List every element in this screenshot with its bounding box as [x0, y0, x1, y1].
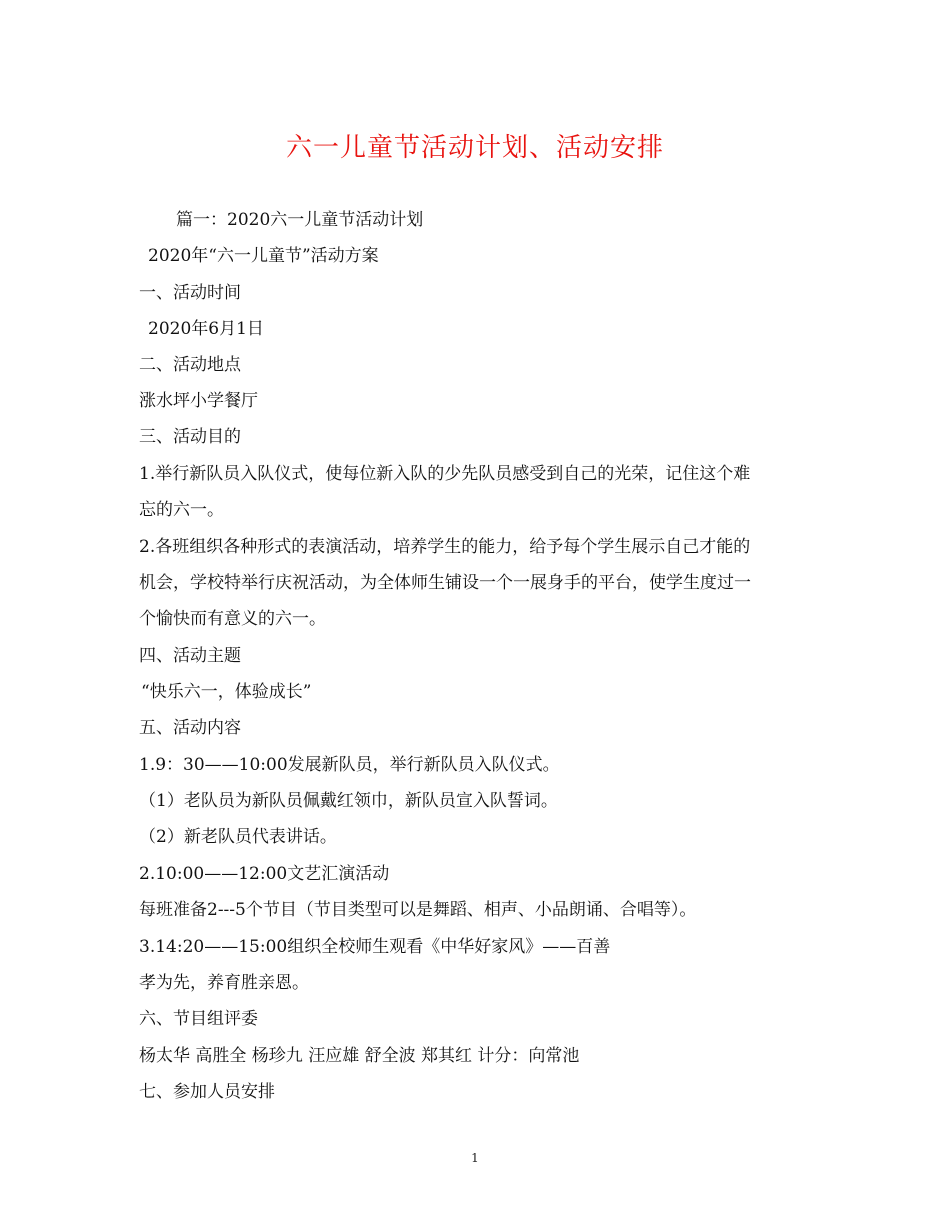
text-line: 一、活动时间	[139, 283, 241, 303]
text-line: 1.9：30——10:00发展新队员，举行新队员入队仪式。	[139, 755, 560, 775]
text-line: “快乐六一，体验成长”	[141, 682, 312, 702]
text-line: 篇一：2020六一儿童节活动计划	[176, 210, 424, 230]
text-line: 每班准备2---5个节目（节目类型可以是舞蹈、相声、小品朗诵、合唱等）。	[139, 900, 697, 920]
text-line: 四、活动主题	[139, 646, 241, 666]
text-line: 杨太华 高胜全 杨珍九 汪应雄 舒全波 郑其红 计分：向常池	[139, 1046, 580, 1066]
text-line: 机会，学校特举行庆祝活动，为全体师生铺设一个一展身手的平台，使学生度过一	[139, 573, 751, 593]
document-title: 六一儿童节活动计划、活动安排	[285, 133, 664, 163]
text-line: 六、节目组评委	[139, 1009, 258, 1029]
text-line: 孝为先，养育胜亲恩。	[139, 973, 309, 993]
text-line: 三、活动目的	[139, 427, 241, 447]
text-line: 2.各班组织各种形式的表演活动，培养学生的能力，给予每个学生展示自己才能的	[139, 537, 751, 557]
text-line: 2020年6月1日	[148, 319, 264, 339]
text-line: 2.10:00——12:00文艺汇演活动	[139, 864, 390, 884]
page-number: 1	[471, 1151, 479, 1165]
text-line: 2020年“六一儿童节”活动方案	[148, 246, 379, 266]
text-line: 个愉快而有意义的六一。	[139, 609, 326, 629]
text-line: 涨水坪小学餐厅	[139, 391, 258, 411]
text-line: 五、活动内容	[139, 718, 241, 738]
text-line: （1）老队员为新队员佩戴红领巾，新队员宣入队誓词。	[139, 791, 558, 811]
text-line: 1.举行新队员入队仪式，使每位新入队的少先队员感受到自己的光荣，记住这个难	[139, 464, 751, 484]
text-line: 二、活动地点	[139, 355, 241, 375]
text-line: 3.14:20——15:00组织全校师生观看《中华好家风》——百善	[139, 937, 611, 957]
text-line: （2）新老队员代表讲话。	[139, 827, 337, 847]
text-line: 忘的六一。	[139, 500, 224, 520]
text-line: 七、参加人员安排	[139, 1082, 275, 1102]
